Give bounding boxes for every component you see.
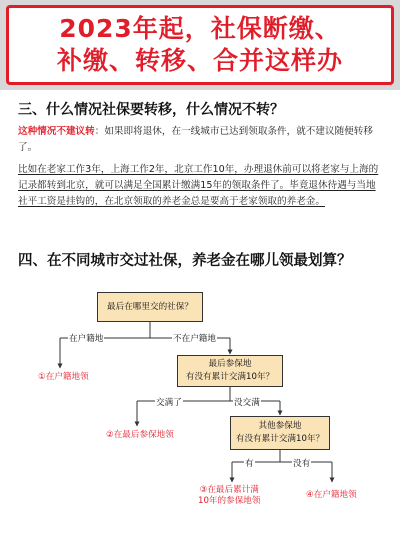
example-text: 比如在老家工作3年，上海工作2年，北京工作10年，办理退休前可以将老家与上海的记录都转到北京，就可以满足全国累计缴满15年的领取条件了。毕竟退休待遇与当地社平工资是挂钩的，在北京领取的养老金总是要高于老家领取的养老金。: [18, 164, 379, 207]
branch-label-not-hukou: 不在户籍地: [173, 334, 216, 344]
warning-text: ：如果即将退休，在一线城市已达到领取条件，就不建议随便转移了。: [18, 126, 373, 153]
result-3-line-2: 10年的参保地领: [198, 496, 261, 506]
result-4: ④在户籍地领: [306, 490, 357, 500]
question-3-line-1: 其他参保地: [258, 421, 302, 431]
result-3-line-1: ③在最后累计满: [199, 485, 259, 495]
title-line-1: 2023年起，社保断缴、: [59, 14, 341, 43]
result-2: ②在最后参保地领: [106, 430, 174, 440]
question-box-last-place-10-years: [177, 355, 283, 387]
question-2-line-2: 有没有累计交满10年？: [185, 372, 275, 382]
branch-label-not-full: 没交满: [234, 398, 260, 408]
question-box-last-insured-place: [97, 292, 203, 322]
section-4-heading: 四、在不同城市交过社保，养老金在哪儿领最划算？: [18, 253, 352, 269]
warning-label: 这种情况不建议转: [18, 126, 95, 137]
result-3: [198, 485, 261, 507]
branch-label-full: 交满了: [156, 398, 182, 408]
branch-label-no: 没有: [293, 459, 311, 469]
branch-label-yes: 有: [245, 459, 254, 469]
branch-label-hukou: 在户籍地: [69, 334, 104, 344]
question-2-line-1: 最后参保地: [208, 359, 252, 369]
result-1: ①在户籍地领: [38, 372, 89, 382]
title-line-2: 补缴、转移、合并这样办: [56, 46, 343, 75]
question-3-line-2: 有没有累计交满10年？: [235, 434, 325, 444]
question-1-text: 最后在哪里交的社保？: [107, 301, 193, 312]
question-box-other-place-10-years: [230, 416, 330, 450]
section-3-heading: 三、什么情况社保要转移，什么情况不转？: [18, 102, 284, 118]
